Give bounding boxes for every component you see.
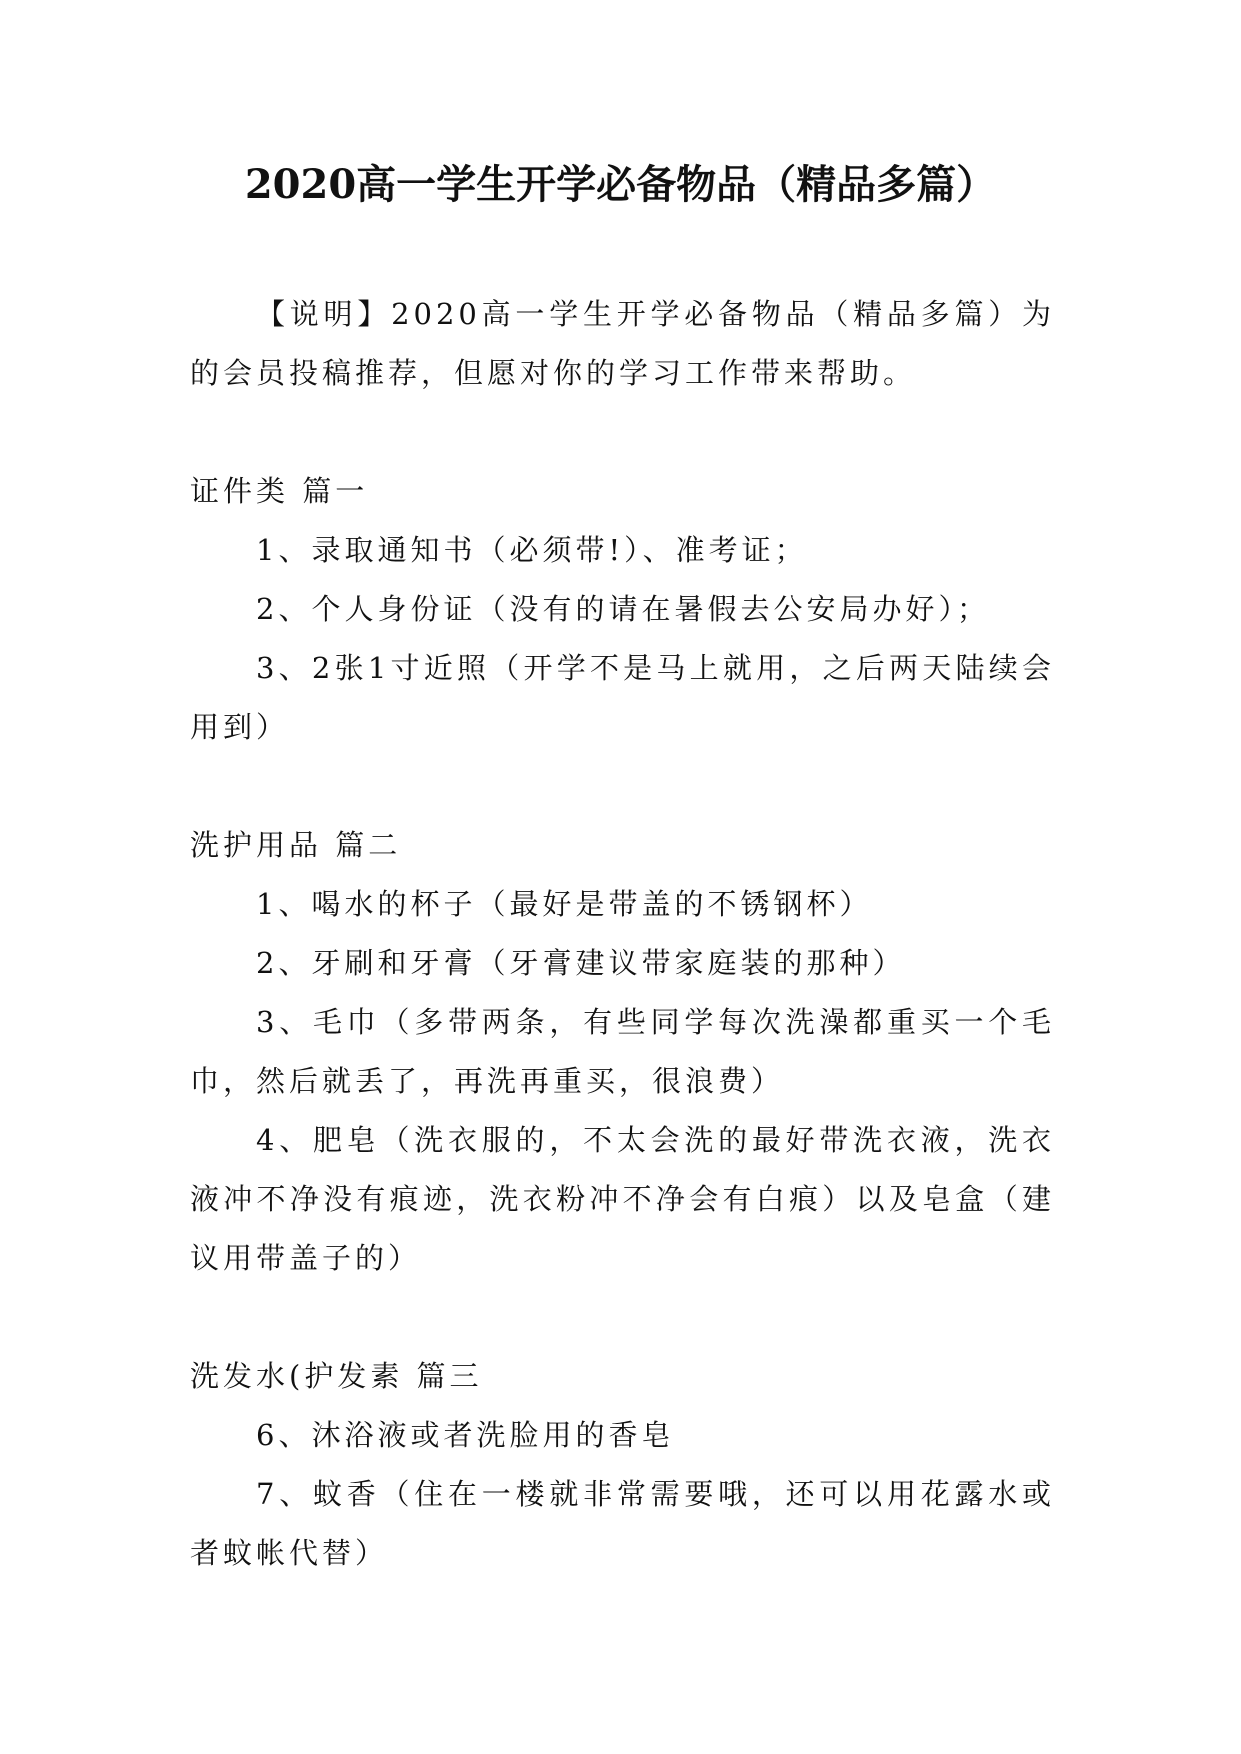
document-body — [190, 285, 1055, 1583]
section-certificates — [190, 462, 1055, 757]
page-title: 2020高一学生开学必备物品（精品多篇） — [244, 161, 997, 208]
spacer — [190, 1288, 1055, 1347]
list-item: 2、个人身份证（没有的请在暑假去公安局办好）； — [256, 592, 990, 626]
list-item: 7、蚊香（住在一楼就非常需要哦，还可以用花露水或者蚊帐代替） — [190, 1477, 1055, 1570]
section-heading: 洗护用品 篇二 — [190, 828, 402, 862]
list-item: 3、毛巾（多带两条，有些同学每次洗澡都重买一个毛巾，然后就丢了，再洗再重买，很浪费） — [190, 1005, 1055, 1098]
section-toiletries — [190, 816, 1055, 1288]
list-item: 1、喝水的杯子（最好是带盖的不锈钢杯） — [256, 887, 873, 921]
list-item: 1、录取通知书（必须带!）、准考证； — [256, 533, 808, 567]
list-item: 4、肥皂（洗衣服的，不太会洗的最好带洗衣液，洗衣液冲不净没有痕迹，洗衣粉冲不净会有白痕）以及皂盒（建议用带盖子的） — [190, 1123, 1055, 1275]
list-item: 6、沐浴液或者洗脸用的香皂 — [256, 1418, 675, 1452]
section-shampoo — [190, 1347, 1055, 1583]
list-item: 2、牙刷和牙膏（牙膏建议带家庭装的那种） — [256, 946, 906, 980]
spacer — [190, 757, 1055, 816]
list-item: 3、2张1寸近照（开学不是马上就用，之后两天陆续会用到） — [190, 651, 1055, 744]
section-heading: 洗发水(护发素 篇三 — [190, 1359, 483, 1393]
intro-paragraph: 【说明】2020高一学生开学必备物品（精品多篇）为的会员投稿推荐，但愿对你的学习工作带来帮助。 — [190, 297, 1055, 390]
spacer — [190, 403, 1055, 462]
section-heading: 证件类 篇一 — [190, 474, 369, 508]
